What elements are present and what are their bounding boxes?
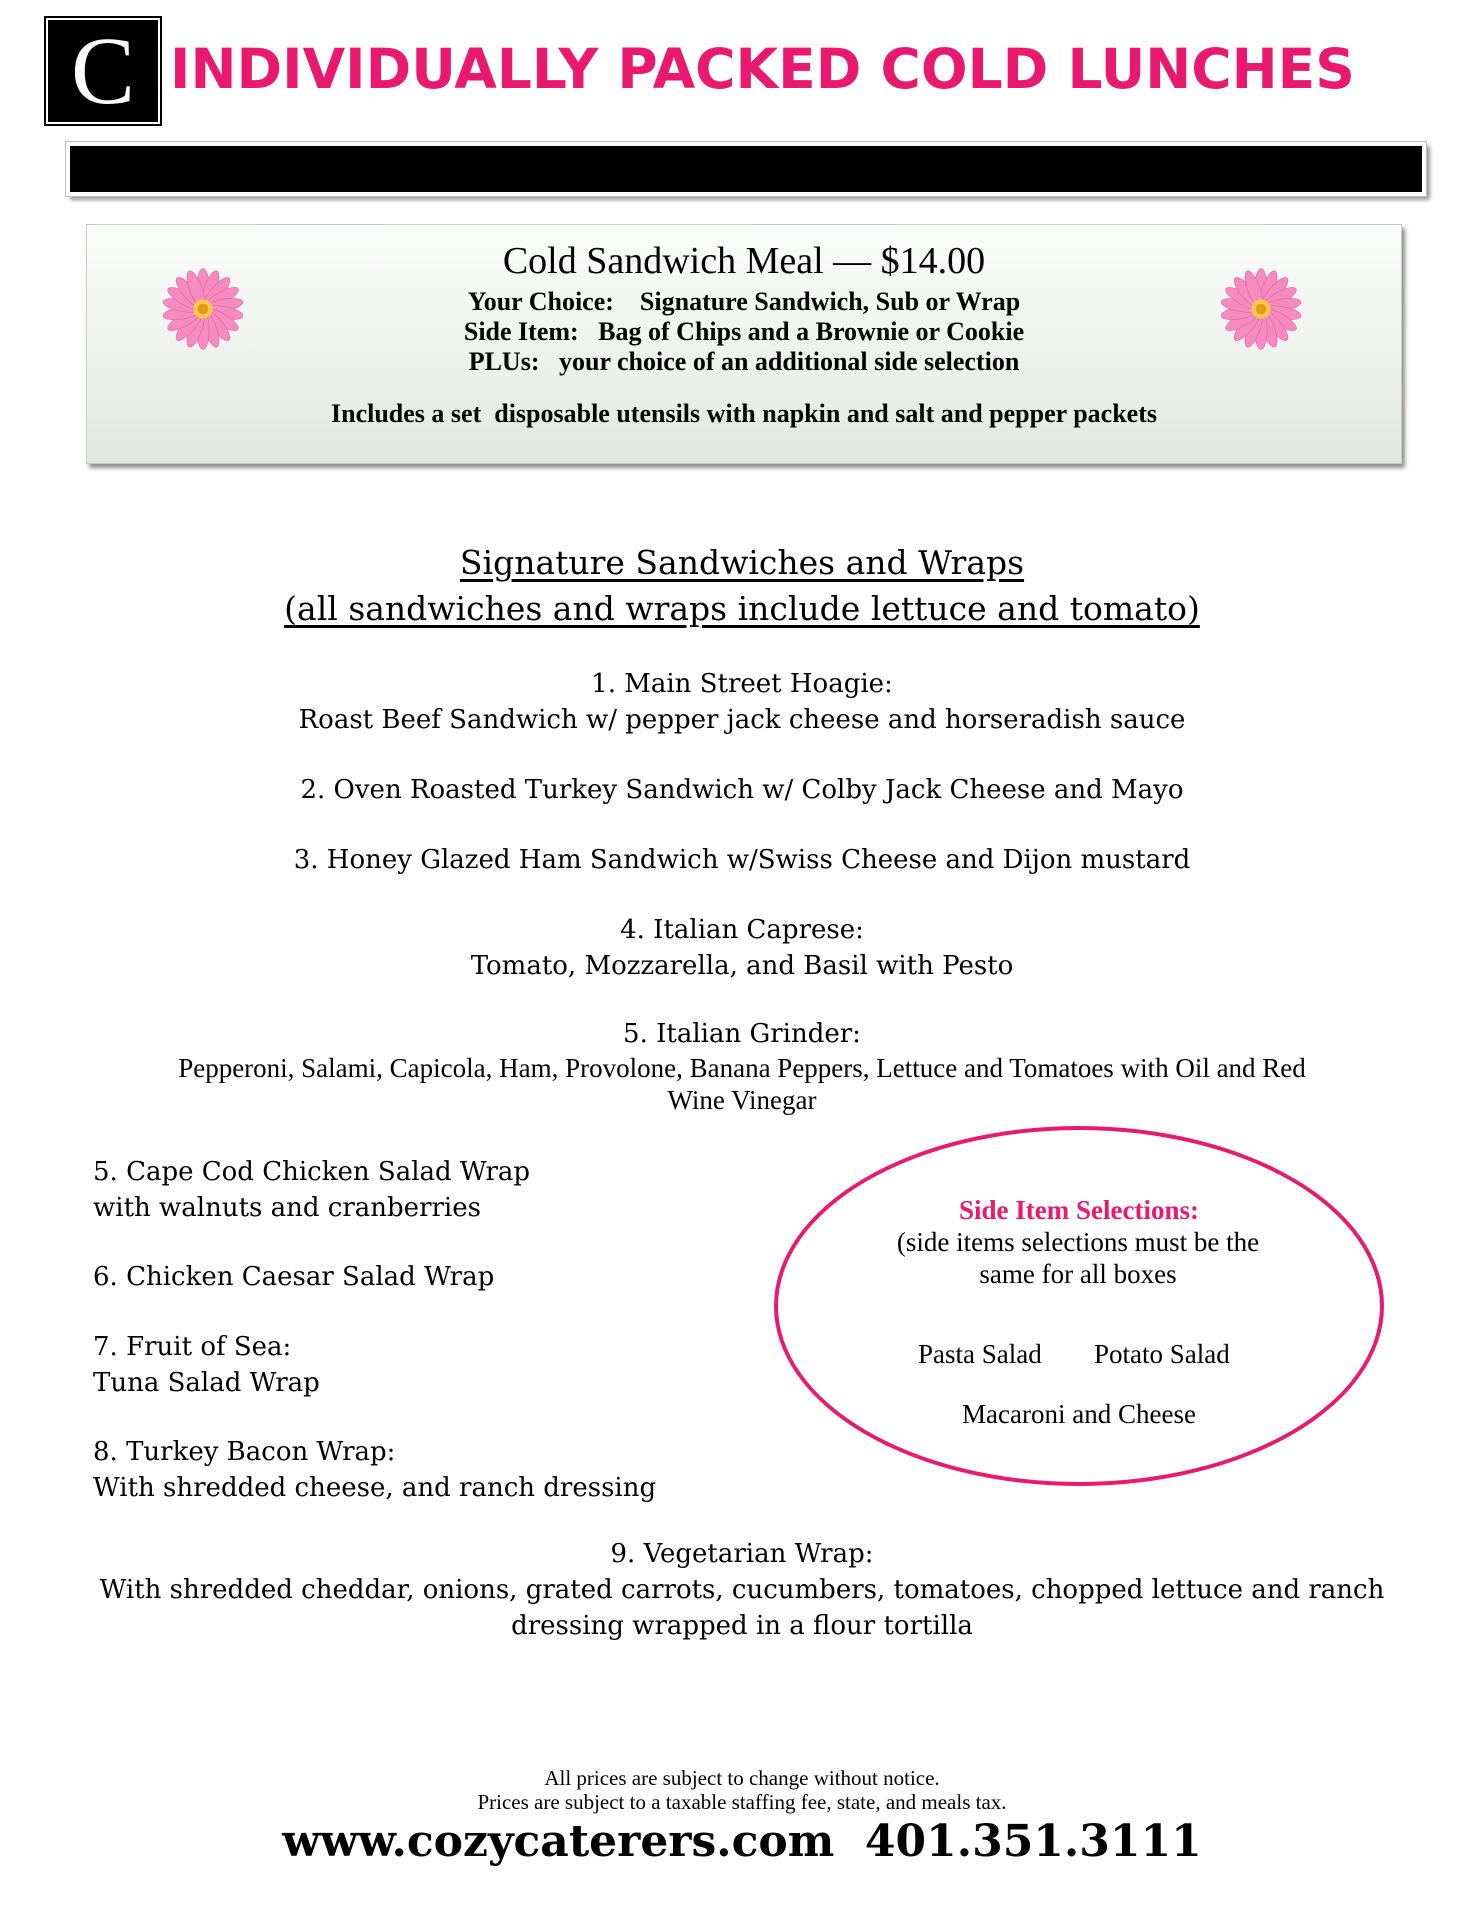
menu-item [93,1434,813,1506]
menu-item-desc: Roast Beef Sandwich w/ pepper jack cheese and horseradish sauce [298,705,1186,735]
menu-item [80,842,1404,878]
menu-item [93,1259,813,1295]
menu-heading: Signature Sandwiches and Wraps [459,543,1025,582]
menu-item-desc: Tuna Salad Wrap [93,1368,320,1398]
menu-item-name: 6. Chicken Caesar Salad Wrap [93,1262,495,1292]
side-selections-oval [774,1126,1384,1486]
menu-item-name: 3. Honey Glazed Ham Sandwich w/Swiss Cheese and Dijon mustard [293,845,1191,875]
menu-item [93,1154,813,1226]
menu-item [40,1536,1444,1644]
price-notice: All prices are subject to change without notice. [544,1766,940,1790]
meal-plus: PLUs: your choice of an additional side selection [468,347,1020,376]
menu-item-name: 4. Italian Caprese: [620,915,864,945]
menu-item-desc: Tomato, Mozzarella, and Basil with Pesto [470,951,1014,981]
menu-item-name: 5. Italian Grinder: [623,1019,861,1049]
menu-item [80,772,1404,808]
menu-item [80,912,1404,984]
menu-item-desc: Wine Vinegar [667,1085,817,1115]
contact-line: www.cozycaterers.com 401.351.3111 [282,1816,1202,1867]
menu-item-name: 8. Turkey Bacon Wrap: [93,1437,396,1467]
title-bar [66,142,1426,196]
menu-item-desc: Pepperoni, Salami, Capicola, Ham, Provolone, Banana Peppers, Lettuce and Tomatoes with Oil and Red [178,1053,1306,1083]
side-note-line: same for all boxes [979,1259,1177,1289]
menu-item-desc: With shredded cheese, and ranch dressing [93,1473,657,1503]
menu-item-name: 9. Vegetarian Wrap: [610,1539,874,1569]
page-title: INDIVIDUALLY PACKED COLD LUNCHES [170,37,1355,101]
menu-item-name: 7. Fruit of Sea: [93,1332,292,1362]
menu-item-name: 2. Oven Roasted Turkey Sandwich w/ Colby Jack Cheese and Mayo [300,775,1184,805]
meal-choice: Your Choice: Signature Sandwich, Sub or Wrap [467,287,1021,316]
menu-item-desc: With shredded cheddar, onions, grated carrots, cucumbers, tomatoes, chopped lettuce and ranch [99,1575,1385,1605]
side-option-potato: Potato Salad [1094,1339,1230,1369]
side-note-line: (side items selections must be the [896,1227,1260,1257]
side-option-pasta: Pasta Salad [918,1339,1042,1369]
menu-item-name: 1. Main Street Hoagie: [591,669,893,699]
meal-title: Cold Sandwich Meal — $14.00 [502,240,986,282]
logo [46,18,160,124]
meal-box [86,224,1402,464]
logo-letter: C [70,17,136,124]
menu-item [93,1329,813,1401]
side-selections-title: Side Item Selections: [959,1195,1199,1225]
menu-item-name: 5. Cape Cod Chicken Salad Wrap [93,1157,531,1187]
meal-includes: Includes a set disposable utensils with napkin and salt and pepper packets [331,399,1157,428]
side-option-mac: Macaroni and Cheese [962,1399,1196,1429]
menu-subheading: (all sandwiches and wraps include lettuce and tomato) [284,589,1200,628]
side-selections-note [868,1226,1288,1290]
menu-item-desc: dressing wrapped in a flour tortilla [511,1611,973,1641]
menu-item [60,1016,1424,1116]
tax-notice: Prices are subject to a taxable staffing fee, state, and meals tax. [477,1790,1007,1814]
menu-item-desc: with walnuts and cranberries [93,1193,481,1223]
menu-item [80,666,1404,738]
meal-side: Side Item: Bag of Chips and a Brownie or Cookie [463,317,1025,346]
